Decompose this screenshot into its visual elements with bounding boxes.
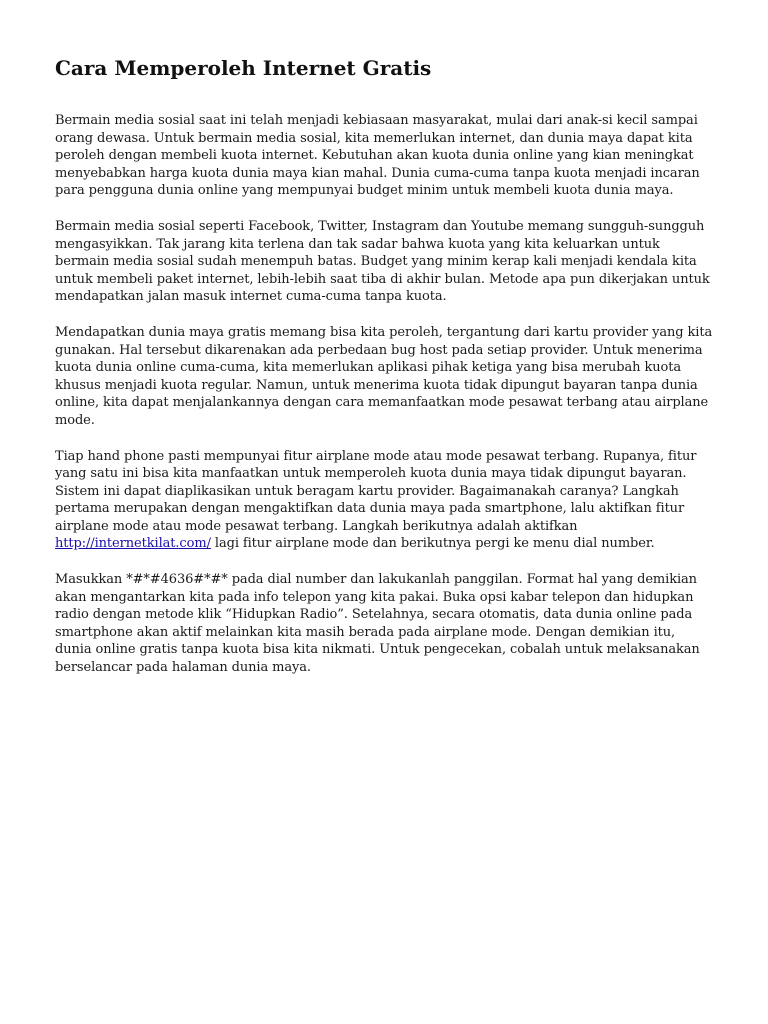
- page-title: Cara Memperoleh Internet Gratis: [55, 56, 432, 80]
- internetkilat-link[interactable]: http://internetkilat.com/: [55, 536, 211, 552]
- paragraph-5: Masukkan *#*#4636#*#* pada dial number dan lakukanlah panggilan. Format hal yang demikian akan mengantarkan kita pada info telepon yang kita pakai. Buka opsi kabar telepon dan hidupkan radio dengan metode klik “Hidupkan Radio”. Setelahnya, secara otomatis, data dunia online pada smartphone akan aktif melainkan kita masih berada pada airplane mode. Dengan demikian itu, dunia online gratis tanpa kuota bisa kita nikmati. Untuk pengecekan, cobalah untuk melaksanakan berselancar pada halaman dunia maya.: [55, 572, 700, 676]
- document-page: [55, 52, 715, 695]
- paragraph-1: Bermain media sosial saat ini telah menjadi kebiasaan masyarakat, mulai dari anak-si kecil sampai orang dewasa. Untuk bermain media sosial, kita memerlukan internet, dan dunia maya dapat kita peroleh dengan membeli kuota internet. Kebutuhan akan kuota dunia online yang kian meningkat menyebabkan harga kuota dunia maya kian mahal. Dunia cuma-cuma tanpa kuota menjadi incaran para pengguna dunia online yang mempunyai budget minim untuk membeli kuota dunia maya.: [55, 113, 700, 199]
- paragraph-4: [55, 448, 715, 554]
- paragraph-4-text: Tiap hand phone pasti mempunyai fitur airplane mode atau mode pesawat terbang. Rupanya, fitur yang satu ini bisa kita manfaatkan untuk memperoleh kuota dunia maya tidak dipungut bayaran. Sistem ini dapat diaplikasikan untuk beragam kartu provider. Bagaimanakah caranya? Langkah pertama merupakan dengan mengaktifkan data dunia maya pada smartphone, lalu aktifkan fitur airplane mode atau mode pesawat terbang. Langkah berikutnya adalah aktifkan: [55, 448, 697, 534]
- paragraph-3: Mendapatkan dunia maya gratis memang bisa kita peroleh, tergantung dari kartu provider yang kita gunakan. Hal tersebut dikarenakan ada perbedaan bug host pada setiap provider. Untuk menerima kuota dunia online cuma-cuma, kita memerlukan aplikasi pihak ketiga yang bisa merubah kuota khusus menjadi kuota regular. Namun, untuk menerima kuota tidak dipungut bayaran tanpa dunia online, kita dapat menjalankannya dengan cara memanfaatkan mode pesawat terbang atau airplane mode.: [55, 324, 713, 428]
- paragraph-2: Bermain media sosial seperti Facebook, Twitter, Instagram dan Youtube memang sungguh-sungguh mengasyikkan. Tak jarang kita terlena dan tak sadar bahwa kuota yang kita keluarkan untuk bermain media sosial sudah menempuh batas. Budget yang minim kerap kali menjadi kendala kita untuk membeli paket internet, lebih-lebih saat tiba di akhir bulan. Metode apa pun dikerjakan untuk mendapatkan jalan masuk internet cuma-cuma tanpa kuota.: [55, 218, 710, 305]
- paragraph-4-after: lagi fitur airplane mode dan berikutnya pergi ke menu dial number.: [210, 536, 655, 552]
